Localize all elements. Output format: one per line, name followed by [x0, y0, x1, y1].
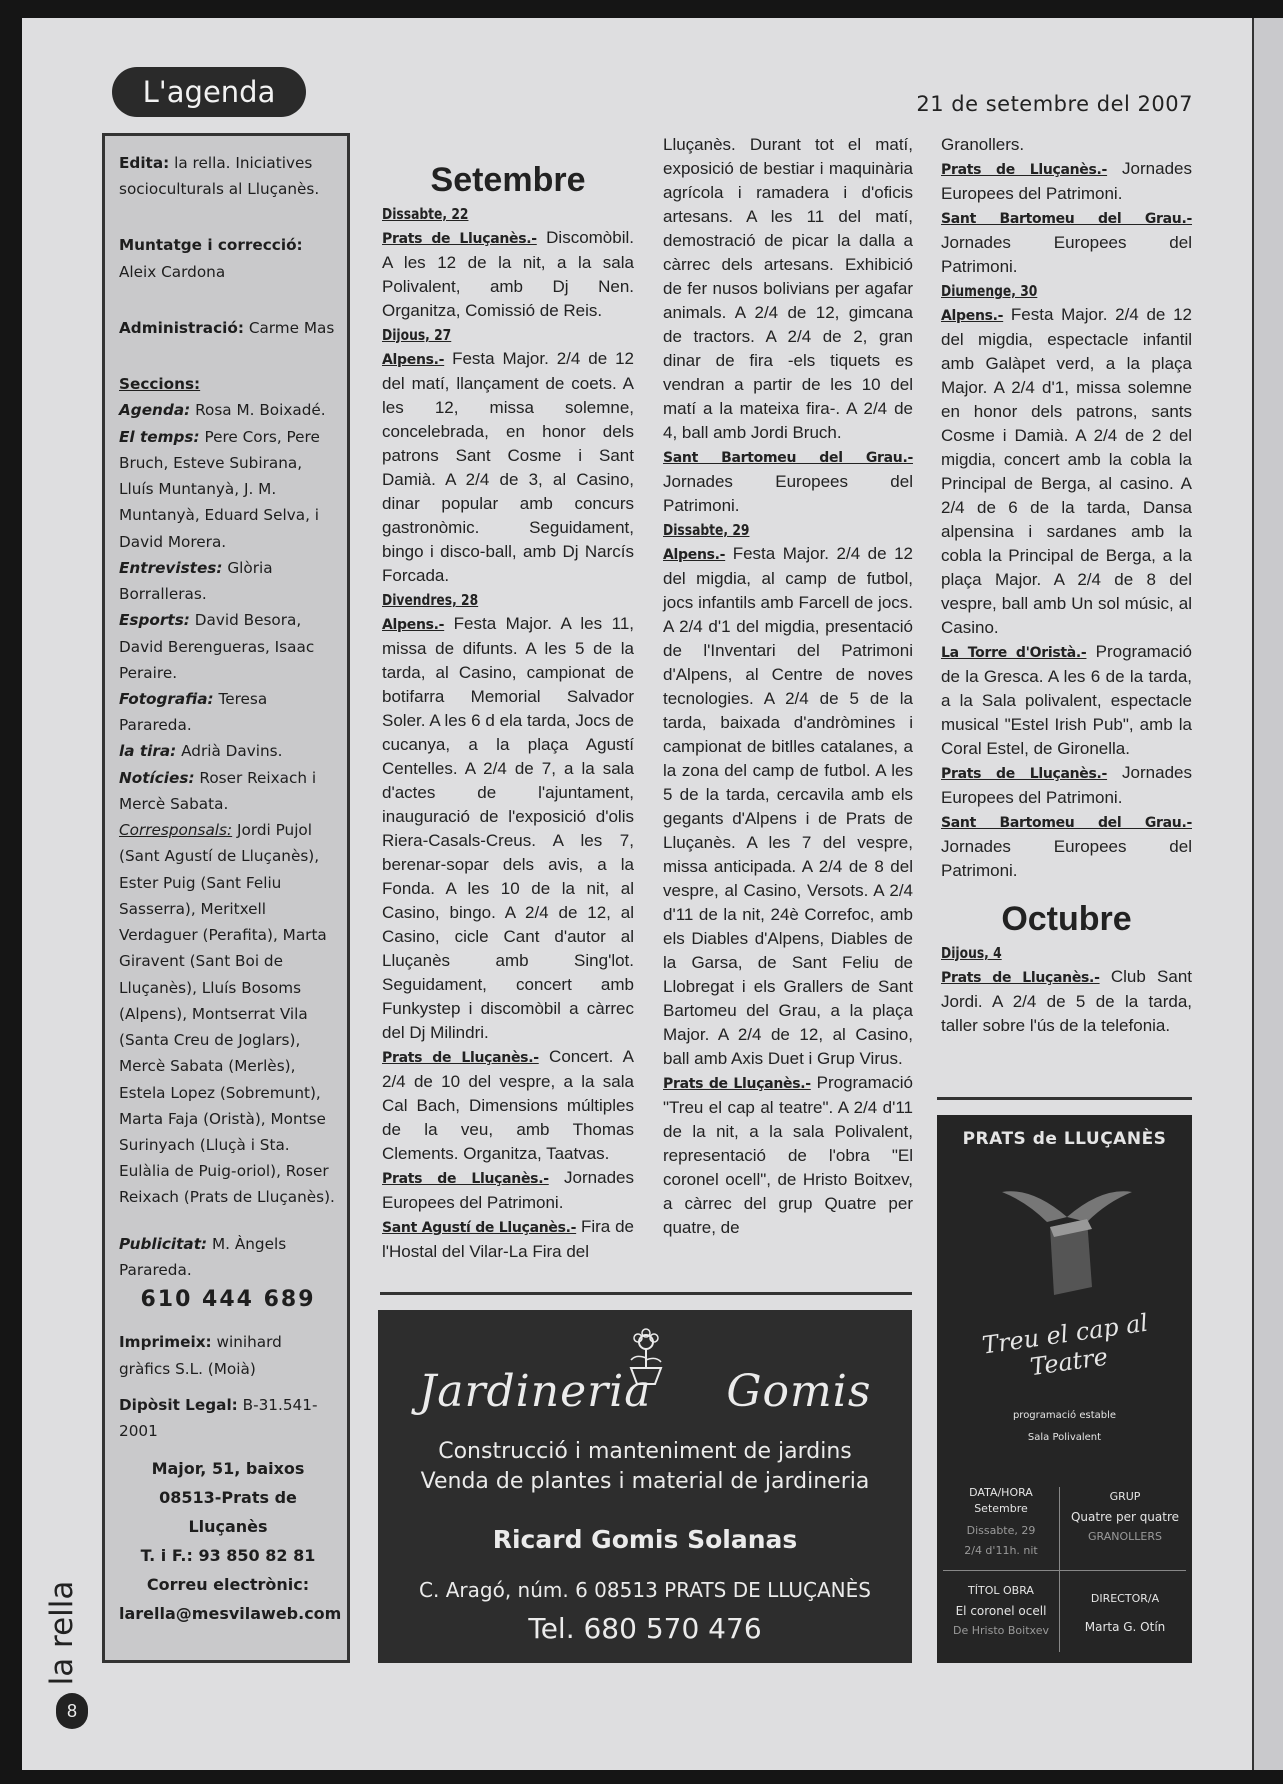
imprimeix-label: Imprimeix: [119, 1333, 212, 1352]
event-entry [663, 445, 913, 518]
event-entry [941, 206, 1192, 279]
ad-head: PRATS de LLUÇANÈS [962, 1129, 1167, 1149]
event-place: Prats de Lluçanès.- [941, 970, 1100, 986]
event-text: Festa Major. 2/4 de 12 del matí, llançament de coets. A les 12, missa solemne, concelebrada, en honor dels patrons Sant Cosme i Sant Damià. A 2/4 de 3, al Casino, dinar popular amb concurs gastronòmic. Seguidament, bingo i disco-ball, amb Dj Narcís Forcada. [382, 349, 634, 585]
event-entry [382, 1215, 634, 1264]
temps-label: El temps: [119, 427, 200, 446]
event-entry [941, 157, 1192, 206]
event-text: Jornades Europees del Patrimoni. [941, 837, 1192, 880]
credits-box [102, 133, 350, 1663]
agenda-column-1 [382, 158, 634, 1264]
event-text: Jornades Europees del Patrimoni. [941, 763, 1192, 807]
ad-title-part: Jardineria [418, 1366, 652, 1417]
page-number: 8 [56, 1693, 88, 1729]
event-entry [941, 303, 1192, 640]
entrevistes-label: Entrevistes: [119, 558, 223, 577]
month-heading: Octubre [1001, 900, 1132, 938]
ad-grid-divider [943, 1570, 1186, 1571]
event-entry [382, 1166, 634, 1215]
noticies-value: Roser Reixach i Mercè Sabata. [119, 768, 317, 813]
event-entry [941, 640, 1192, 761]
diposit-value: B-31.541-2001 [119, 1395, 318, 1441]
event-place: Prats de Lluçanès.- [941, 162, 1108, 178]
day-heading: Diumenge, 30 [941, 282, 1038, 300]
event-text: Granollers. [941, 135, 1025, 154]
muntatge-label: Muntatge i correcció: [119, 236, 303, 255]
event-text: Jornades Europees del Patrimoni. [941, 159, 1192, 203]
day-heading: Dijous, 27 [382, 326, 452, 344]
event-place: La Torre d'Oristà.- [941, 645, 1087, 661]
ad-owner-name: Ricard Gomis Solanas [492, 1525, 798, 1554]
event-place: Alpens.- [382, 352, 445, 368]
noticies-label: Notícies: [119, 768, 195, 787]
corresponsals-label: Corresponsals: [119, 821, 233, 840]
ad-cell-value: Setembre [974, 1502, 1028, 1515]
ad-service-line: Venda de plantes i material de jardineria [420, 1469, 870, 1494]
ad-cell-label: DATA/HORA [969, 1486, 1033, 1499]
flower-pot-icon [621, 1328, 671, 1386]
ad-programacio [937, 1405, 1192, 1449]
agenda-label: Agenda: [119, 401, 191, 420]
event-entry [663, 542, 913, 1071]
ad-datahora-cell [943, 1485, 1059, 1559]
fotografia-value: Teresa Parareda. [119, 689, 268, 735]
event-place: Alpens.- [663, 547, 726, 563]
admin-value: Carme Mas [248, 318, 335, 337]
event-place: Sant Bartomeu del Grau.- [663, 450, 913, 466]
agenda-value: Rosa M. Boixadé. [195, 401, 326, 420]
event-place: Prats de Lluçanès.- [941, 766, 1108, 782]
muntatge-value: Aleix Cardona [119, 262, 226, 281]
winged-box-icon [992, 1177, 1142, 1307]
day-heading: Dijous, 4 [941, 944, 1002, 962]
temps-value: Pere Cors, Pere Bruch, Esteve Subirana, Lluís Muntanyà, J. M. Muntanyà, Eduard Selva, i David Morera. [119, 427, 320, 551]
address-line: Major, 51, baixos [151, 1459, 305, 1479]
publicitat-label: Publicitat: [119, 1234, 208, 1253]
email-link[interactable]: larella@mesvilaweb.com [119, 1604, 342, 1624]
ad-address: C. Aragó, núm. 6 08513 PRATS DE LLUÇANÈS [419, 1578, 871, 1602]
event-entry [941, 965, 1192, 1038]
ad-services [378, 1437, 912, 1497]
day-heading: Divendres, 28 [382, 591, 479, 609]
ad-cell-value: El coronel ocell [955, 1604, 1047, 1618]
event-entry [941, 761, 1192, 810]
seccions-label: Seccions: [119, 375, 201, 394]
fotografia-label: Fotografia: [119, 689, 214, 708]
esports-label: Esports: [119, 611, 190, 630]
corresponsals-value: Jordi Pujol (Sant Agustí de Lluçanès), Ester Puig (Sant Feliu Sasserra), Meritxell Verdaguer (Perafita), Marta Giravent (Sant Boi de Lluçanès), Lluís Bosoms (Alpens), Montserrat Vila (Santa Creu de Joglars), Mercè Sabata (Merlès), Estela Lopez (Sobremunt), Marta Faja (Oristà), Montse Surinyach (Lluçà i Sta. Eulàlia de Puig-oriol), Roser Reixach (Prats de Lluçanès). [119, 821, 335, 1207]
month-heading: Setembre [430, 161, 586, 199]
agenda-column-2 [663, 133, 913, 1240]
ad-cell-label: DIRECTOR/A [1090, 1592, 1160, 1605]
ad-prog-line: programació estable [1012, 1410, 1117, 1421]
event-entry [941, 810, 1192, 883]
diposit-label: Dipòsit Legal: [119, 1395, 238, 1414]
event-entry [663, 1071, 913, 1240]
event-entry [382, 1045, 634, 1166]
agenda-column-3 [941, 133, 1192, 1038]
magazine-name-vertical [44, 1565, 84, 1705]
divider-rule [937, 1097, 1192, 1100]
event-place: Sant Bartomeu del Grau.- [941, 815, 1192, 831]
contact-address [119, 1454, 342, 1628]
event-text: Jornades Europees del Patrimoni. [663, 472, 913, 515]
event-text: Festa Major. 2/4 de 12 del migdia, al camp de futbol, jocs infantils amb Farcell de jocs. A 2/4 d'1 del migdia, presentació de l'Inventari del Patrimoni d'Alpens, al Centre de noves tecnologies. A 2/4 de 5 de la tarda, baixada d'andròmines i campionat de bitlles catalanes, a la zona del camp de futbol. A les 5 de la tarda, cercavila amb els gegants d'Alpens i de Prats de Lluçanès. A les 7 del vespre, missa anticipada. A 2/4 de 8 del vespre, al Casino, Versots. A 2/4 d'11 de la nit, 24è Correfoc, amb els Diables d'Alpens, Diables de la Garsa, de Sant Feliu de Llobregat i els Grallers de Sant Bartomeu del Grau, a la plaça Major. A 2/4 de 12, al Casino, ball amb Axis Duet i Grup Virus. [663, 544, 913, 1068]
event-text: Programació "Treu el cap al teatre". A 2/4 d'11 de la nit, a la sala Polivalent, representació de l'obra "El coronel ocell", de Hristo Boitxev, a càrrec del grup Quatre per quatre, de [663, 1073, 913, 1237]
event-text: Club Sant Jordi. A 2/4 de 5 de la tarda, taller sobre l'ús de la telefonia. [941, 967, 1192, 1035]
event-text: Fira de l'Hostal del Vilar-La Fira del [382, 1217, 634, 1261]
day-heading: Dissabte, 22 [382, 205, 469, 223]
event-place: Prats de Lluçanès.- [663, 1076, 811, 1092]
event-text: Jornades Europees del Patrimoni. [382, 1168, 634, 1212]
issue-date: 21 de setembre del 2007 [916, 92, 1193, 116]
publicitat-value: M. Àngels Parareda. [119, 1234, 287, 1279]
event-entry [382, 226, 634, 323]
ad-service-line: Construcció i manteniment de jardins [438, 1439, 852, 1464]
ad-cell-value: Quatre per quatre [1070, 1510, 1180, 1524]
tira-label: la tira: [119, 742, 177, 761]
email-label: Correu electrònic: [146, 1575, 310, 1595]
event-entry [382, 347, 634, 588]
phone-fax: T. i F.: 93 850 82 81 [140, 1546, 316, 1566]
event-text: Festa Major. A les 11, missa de difunts. A les 5 de la tarda, al Casino, campionat de botifarra Memorial Salvador Soler. A les 6 d ela tarda, Jocs de cucanya, a la plaça Agustí Centelles. A 2/4 de 7, a la sala d'actes de l'ajuntament, inauguració de l'exposició d'olis Riera-Casals-Creus. A les 7, berenar-sopar dels avis, a la Fonda. A les 10 de la nit, al Casino, bingo. A 2/4 de 12, al Casino, cicle Cant d'autor al Lluçanès amb Sing'lot. Seguidament, concert amb Funkystep i discomòbil a càrrec del Dj Milindri. [382, 614, 634, 1042]
ad-cell-value: Marta G. Otín [1084, 1620, 1166, 1634]
magazine-name: la rella [44, 1580, 80, 1686]
event-place: Alpens.- [382, 617, 445, 633]
event-text: Festa Major. 2/4 de 12 del migdia, espectacle infantil amb Galàpet verd, a la plaça Major. A 2/4 d'1, missa solemne en honor dels patrons, sants Cosme i Damià. A 2/4 de 2 del migdia, concert amb la cobla la Principal de Berga, al casino. A 2/4 de 6 de la tarda, Dansa alpensina i sardanes amb la cobla la Principal de Berga, a la plaça Major. A 2/4 de 8 del vespre, ball amb Un sol músic, al Casino. [941, 305, 1192, 637]
ad-director-cell [1067, 1591, 1183, 1635]
ad-obra-cell [943, 1583, 1059, 1639]
page-edge [1252, 18, 1283, 1770]
event-text: Discomòbil. A les 12 de la nit, a la sala Polivalent, amb Dj Nen. Organitza, Comissió de Reis. [382, 228, 634, 320]
event-text: Programació de la Gresca. A les 6 de la tarda, a la Sala polivalent, espectacle musical "Estel Irish Pub", amb la Coral Estel, de Gironella. [941, 642, 1192, 758]
day-heading: Dissabte, 29 [663, 521, 750, 539]
event-text: Concert. A 2/4 de 10 del vespre, a la sala Cal Bach, Dimensions múltiples de la veu, amb Thomas Clements. Organitza, Taatvas. [382, 1047, 634, 1163]
ad-script-title: Treu el cap al Teatre [980, 1308, 1150, 1382]
ad-grup-cell [1067, 1489, 1183, 1545]
ad-cell-value: De Hristo Boitxev [953, 1624, 1049, 1637]
address-line: 08513-Prats de Lluçanès [159, 1488, 297, 1537]
event-entry [382, 612, 634, 1045]
ad-cell-value: Dissabte, 29 [966, 1524, 1036, 1537]
ad-prog-line: Sala Polivalent [1027, 1432, 1102, 1443]
section-title: L'agenda [112, 67, 306, 117]
ad-title-part: Gomis [726, 1366, 872, 1417]
event-entry [941, 133, 1192, 157]
imprimeix-value: winihard gràfics S.L. (Moià) [119, 1333, 282, 1378]
ad-cell-label: GRUP [1109, 1490, 1141, 1503]
ad-treu-el-cap-al-teatre [937, 1115, 1192, 1663]
esports-value: David Besora, David Berengueras, Isaac Peraire. [119, 611, 315, 682]
tira-value: Adrià Davins. [181, 742, 283, 761]
entrevistes-value: Glòria Borralleras. [119, 558, 273, 604]
event-place: Prats de Lluçanès.- [382, 1050, 539, 1066]
publicitat-phone: 610 444 689 [140, 1287, 316, 1313]
ad-jardineria-gomis [378, 1310, 912, 1663]
ad-cell-label: TÍTOL OBRA [968, 1584, 1034, 1597]
event-place: Alpens.- [941, 308, 1004, 324]
event-place: Prats de Lluçanès.- [382, 1171, 549, 1187]
admin-label: Administració: [119, 318, 244, 337]
ad-phone: Tel. 680 570 476 [528, 1612, 762, 1645]
event-text: Lluçanès. Durant tot el matí, exposició de bestiar i maquinària agrícola i ramadera i d'oficis artesans. A les 11 del matí, demostració de picar la dalla a càrrec dels artesans. Exhibició de fer nusos bolivians per agafar animals. A 2/4 de 12, gimcana de tractors. A 2/4 de 2, gran dinar de fira -els tiquets es vendran a partir de les 10 del matí a la mateixa fira-. A 2/4 de 4, ball amb Jordi Bruch. [663, 135, 913, 442]
event-text: Jornades Europees del Patrimoni. [941, 233, 1192, 276]
ad-cell-value: GRANOLLERS [1088, 1530, 1162, 1543]
edita-value: la rella. Iniciatives socioculturals al Lluçanès. [119, 154, 320, 199]
event-place: Prats de Lluçanès.- [382, 231, 537, 247]
event-entry [663, 133, 913, 445]
event-place: Sant Agustí de Lluçanès.- [382, 1220, 577, 1236]
edita-label: Edita: [119, 154, 170, 172]
ad-cell-value: 2/4 d'11h. nit [964, 1544, 1038, 1557]
event-place: Sant Bartomeu del Grau.- [941, 211, 1192, 227]
divider-rule [380, 1292, 912, 1295]
